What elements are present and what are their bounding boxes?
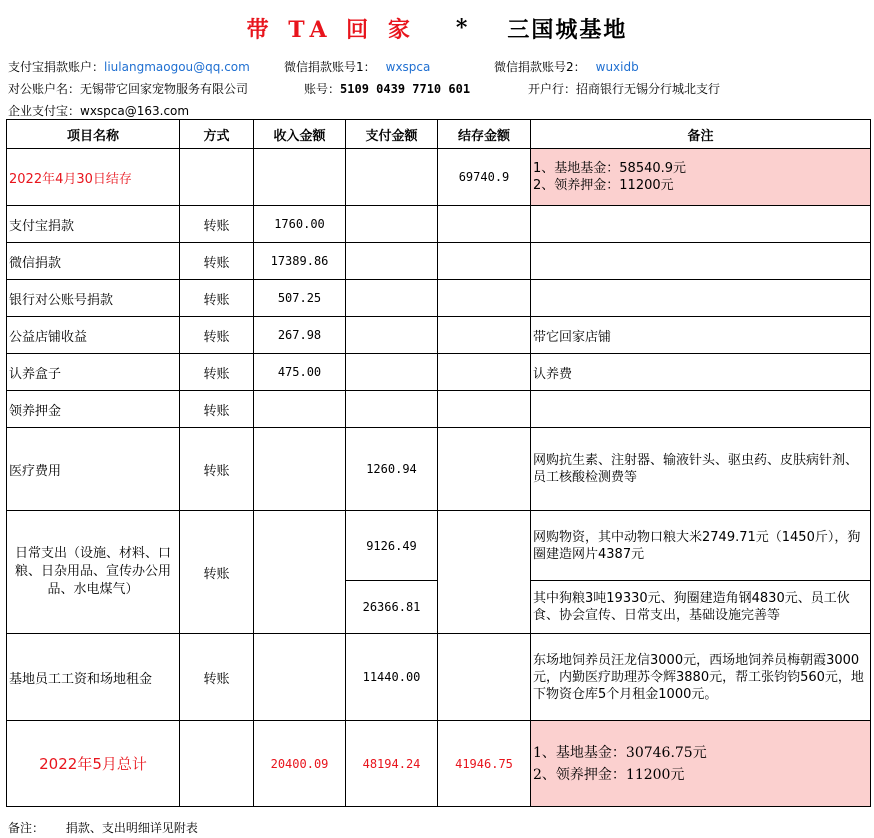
row-expense: 1260.94 <box>346 428 438 511</box>
row-expense: 11440.00 <box>346 634 438 721</box>
row-name: 2022年4月30日结存 <box>7 149 180 206</box>
corp-name-info: 对公账户名：无锡带它回家宠物服务有限公司 <box>8 82 249 96</box>
row-note: 东场地饲养员汪龙信3000元，西场地饲养员梅朝霞3000元，内勤医疗助理苏令辉3880元，帮工张钧钧560元，地下物资仓库5个月租金1000元。 <box>531 634 871 721</box>
account-label: 账号： <box>304 82 341 96</box>
row-income <box>254 428 346 511</box>
row-method: 转账 <box>180 206 254 243</box>
row-expense <box>346 317 438 354</box>
total-note <box>531 721 871 807</box>
row-note: 带它回家店铺 <box>531 317 871 354</box>
footer-note <box>8 819 198 836</box>
row-income: 507.25 <box>254 280 346 317</box>
row-income: 267.98 <box>254 317 346 354</box>
title-star: * <box>455 15 468 41</box>
row-note <box>531 243 871 280</box>
alipay-label: 支付宝捐款账户： <box>8 60 105 74</box>
row-income <box>254 511 346 634</box>
row-method: 转账 <box>180 243 254 280</box>
header-row <box>7 120 871 149</box>
header-expense: 支付金额 <box>346 120 438 149</box>
row-income <box>254 391 346 428</box>
table-row <box>7 634 871 721</box>
header-income: 收入金额 <box>254 120 346 149</box>
row-balance: 69740.9 <box>438 149 531 206</box>
header-balance: 结存金额 <box>438 120 531 149</box>
title-part1: 带 TA 回 家 <box>246 16 416 43</box>
table-row <box>7 206 871 243</box>
row-note <box>531 206 871 243</box>
row-expense <box>346 391 438 428</box>
note-line: 2、领养押金：11200元 <box>533 766 685 783</box>
row-method: 转账 <box>180 317 254 354</box>
wechat2-label: 微信捐款账号2： <box>494 60 586 74</box>
row-balance <box>438 280 531 317</box>
total-method <box>180 721 254 807</box>
row-name: 公益店铺收益 <box>7 317 180 354</box>
wechat1-info <box>284 58 430 75</box>
row-expense <box>346 354 438 391</box>
account-info <box>304 80 470 97</box>
account-value: 5109 0439 7710 601 <box>340 82 471 96</box>
header-note: 备注 <box>531 120 871 149</box>
row-name: 日常支出（设施、材料、口粮、日杂用品、宣传办公用品、水电煤气） <box>7 511 180 634</box>
bank-info: 开户行：招商银行无锡分行城北支行 <box>528 82 721 96</box>
table-row <box>7 317 871 354</box>
row-method: 转账 <box>180 391 254 428</box>
row-name: 支付宝捐款 <box>7 206 180 243</box>
row-expense <box>346 280 438 317</box>
row-balance <box>438 317 531 354</box>
row-income: 17389.86 <box>254 243 346 280</box>
row-income <box>254 634 346 721</box>
header-method: 方式 <box>180 120 254 149</box>
note-line: 1、基地基金：30746.75元 <box>533 744 707 761</box>
row-note: 网购抗生素、注射器、输液针头、驱虫药、皮肤病针剂、员工核酸检测费等 <box>531 428 871 511</box>
row-method: 转账 <box>180 634 254 721</box>
row-expense <box>346 149 438 206</box>
table-row <box>7 280 871 317</box>
note-line: 2、领养押金：11200元 <box>533 178 674 193</box>
row-method: 转账 <box>180 428 254 511</box>
page-title <box>0 0 874 56</box>
row-balance <box>438 354 531 391</box>
row-name: 认养盒子 <box>7 354 180 391</box>
row-name: 医疗费用 <box>7 428 180 511</box>
table-row <box>7 243 871 280</box>
row-balance <box>438 206 531 243</box>
total-row <box>7 721 871 807</box>
alipay-value: liulangmaogou@qq.com <box>104 60 250 74</box>
row-income: 1760.00 <box>254 206 346 243</box>
row-method: 转账 <box>180 280 254 317</box>
title-part2: 三国城基地 <box>507 16 628 43</box>
row-note <box>531 149 871 206</box>
row-expense: 26366.81 <box>346 581 438 634</box>
row-name: 基地员工工资和场地租金 <box>7 634 180 721</box>
footer-text: 捐款、支出明细详见附表 <box>65 821 198 835</box>
corp-alipay-info: 企业支付宝：wxspca@163.com <box>8 104 190 118</box>
row-note: 认养费 <box>531 354 871 391</box>
total-balance: 41946.75 <box>438 721 531 807</box>
table-row <box>7 149 871 206</box>
table-row <box>7 391 871 428</box>
row-expense <box>346 206 438 243</box>
row-balance <box>438 634 531 721</box>
table-row <box>7 428 871 511</box>
row-name: 领养押金 <box>7 391 180 428</box>
row-name: 银行对公账号捐款 <box>7 280 180 317</box>
row-income <box>254 149 346 206</box>
wechat1-value: wxspca <box>385 60 431 74</box>
note-line: 1、基地基金：58540.9元 <box>533 161 687 176</box>
row-balance <box>438 391 531 428</box>
row-name: 微信捐款 <box>7 243 180 280</box>
wechat2-info <box>494 58 639 75</box>
footer-label: 备注： <box>8 821 45 835</box>
table-row <box>7 511 871 581</box>
total-name: 2022年5月总计 <box>7 721 180 807</box>
row-note <box>531 391 871 428</box>
wechat1-label: 微信捐款账号1： <box>284 60 376 74</box>
row-method <box>180 149 254 206</box>
row-income: 475.00 <box>254 354 346 391</box>
row-note: 其中狗粮3吨19330元、狗圈建造角钢4830元、员工伙食、协会宣传、日常支出，基础设施完善等 <box>531 581 871 634</box>
row-note: 网购物资，其中动物口粮大米2749.71元（1450斤），狗圈建造网片4387元 <box>531 511 871 581</box>
row-method: 转账 <box>180 354 254 391</box>
row-balance <box>438 428 531 511</box>
total-income: 20400.09 <box>254 721 346 807</box>
wechat2-value: wuxidb <box>595 60 639 74</box>
row-balance <box>438 243 531 280</box>
header-name: 项目名称 <box>7 120 180 149</box>
row-note <box>531 280 871 317</box>
ledger-table <box>6 119 871 807</box>
row-balance <box>438 511 531 634</box>
row-expense <box>346 243 438 280</box>
alipay-info <box>8 58 250 75</box>
row-method: 转账 <box>180 511 254 634</box>
total-expense: 48194.24 <box>346 721 438 807</box>
table-row <box>7 354 871 391</box>
row-expense: 9126.49 <box>346 511 438 581</box>
